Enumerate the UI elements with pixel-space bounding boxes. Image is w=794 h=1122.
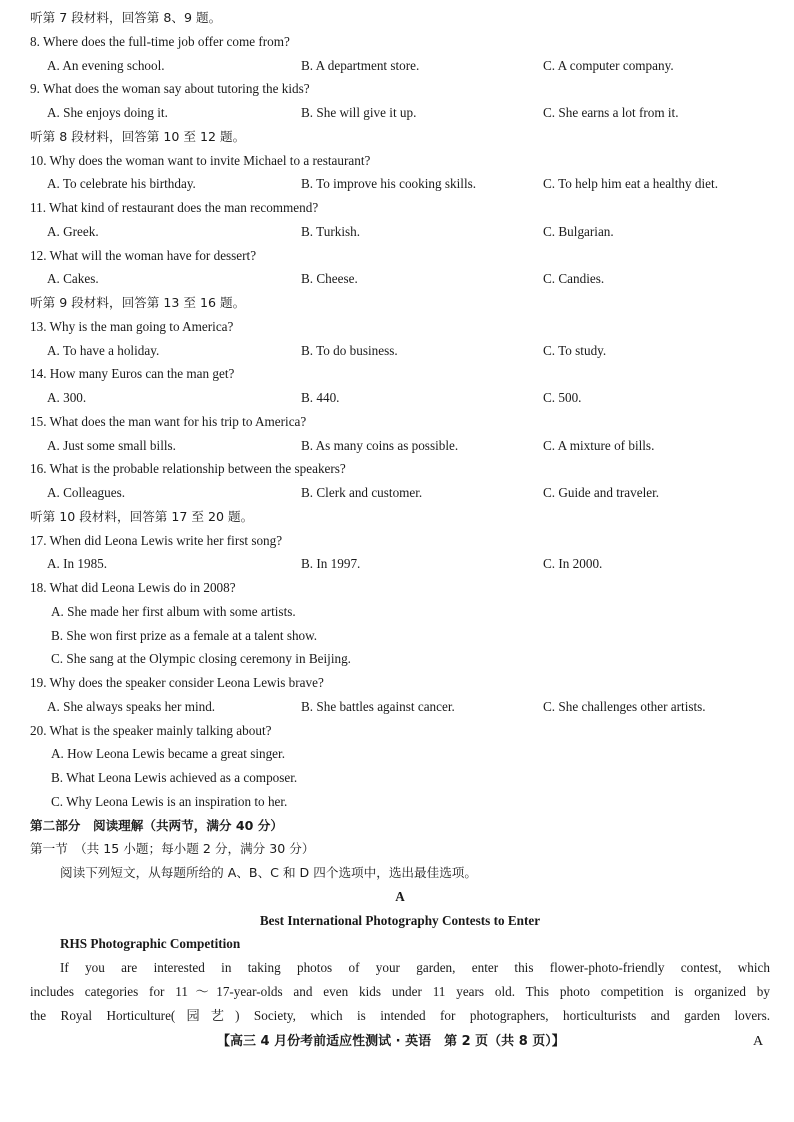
question-12-stem: 12. What will the woman have for dessert? [30, 247, 257, 263]
option-a: A. She always speaks her mind. [47, 698, 216, 714]
passage-title: Best International Photography Contests to Enter [259, 912, 541, 928]
option-c: C. Candies. [543, 271, 605, 287]
passage-paragraph-line-1: If you are interested in taking photos of your garden, enter this flower-photo-friendly contest, which [60, 960, 770, 975]
question-11-stem: 11. What kind of restaurant does the man recommend? [30, 200, 319, 215]
question-10-stem: 10. Why does the woman want to invite Michael to a restaurant? [30, 152, 371, 168]
question-8-stem: 8. Where does the full-time job offer come from? [30, 33, 290, 49]
footer-label: 【高三 4 月份考前适应性测试 · 英语 第 2 页（共 8 页）】 [217, 1034, 565, 1049]
question-15-stem: 15. What does the man want for his trip to America? [30, 413, 307, 429]
option-a: A. Just some small bills. [47, 437, 176, 453]
question-15-options [30, 434, 770, 458]
passage-paragraph-line-3: the Royal Horticulture(园艺) Society, which is intended for photographers, horticulturists and garden lovers. [30, 1007, 770, 1023]
option-a: A. Greek. [47, 223, 99, 239]
option-a: A. An evening school. [47, 57, 165, 73]
question-8-options [30, 54, 770, 78]
footer-version-mark: A [753, 1034, 764, 1049]
question-20-option-c: C. Why Leona Lewis is an inspiration to her. [51, 793, 288, 809]
option-b: B. A department store. [301, 57, 420, 73]
option-c: C. She earns a lot from it. [543, 105, 679, 120]
question-9-stem: 9. What does the woman say about tutoring the kids? [30, 81, 310, 97]
question-16-stem: 16. What is the probable relationship between the speakers? [30, 461, 346, 477]
question-19-options [30, 695, 770, 719]
option-a: A. Cakes. [47, 271, 99, 287]
question-13-stem: 13. Why is the man going to America? [30, 318, 234, 334]
question-11-options [30, 220, 770, 244]
option-b: B. She will give it up. [301, 105, 417, 120]
question-10-options [30, 172, 770, 196]
option-c: C. She challenges other artists. [543, 698, 706, 714]
option-b: B. To do business. [301, 342, 398, 358]
option-b: B. To improve his cooking skills. [301, 176, 477, 192]
option-b: B. Cheese. [301, 271, 358, 287]
option-b: B. Clerk and customer. [301, 485, 423, 500]
question-13-options [30, 339, 770, 363]
option-c: C. In 2000. [543, 556, 603, 572]
option-c: C. Bulgarian. [543, 223, 614, 239]
part2-title: 第二部分 阅读理解（共两节，满分 40 分） [30, 817, 283, 833]
option-b: B. 440. [301, 390, 340, 405]
option-c: C. 500. [543, 390, 582, 405]
question-20-option-a: A. How Leona Lewis became a great singer. [51, 746, 285, 762]
option-c: C. Guide and traveler. [543, 485, 660, 500]
option-b: B. In 1997. [301, 556, 361, 572]
question-14-stem: 14. How many Euros can the man get? [30, 366, 235, 382]
question-9-options [30, 101, 770, 125]
passage-paragraph-line-2: includes categories for 11～17-year-olds and even kids under 11 years old. This photo competition is organized by [30, 983, 770, 999]
question-18-option-c: C. She sang at the Olympic closing ceremony in Beijing. [51, 651, 351, 667]
question-18-option-a: A. She made her first album with some artists. [51, 603, 296, 619]
option-c: C. A computer company. [543, 57, 674, 73]
option-c: C. To help him eat a healthy diet. [543, 176, 718, 192]
question-18-stem: 18. What did Leona Lewis do in 2008? [30, 580, 236, 595]
option-a: A. In 1985. [47, 556, 108, 572]
section-heading-9: 听第 9 段材料，回答第 13 至 16 题。 [30, 295, 246, 310]
question-12-options [30, 267, 770, 291]
option-c: C. A mixture of bills. [543, 437, 655, 453]
question-19-stem: 19. Why does the speaker consider Leona Lewis brave? [30, 675, 324, 690]
page-footer [0, 1030, 794, 1054]
question-20-option-b: B. What Leona Lewis achieved as a composer. [51, 770, 298, 785]
question-17-options [30, 552, 770, 576]
option-b: B. She battles against cancer. [301, 698, 455, 714]
question-17-stem: 17. When did Leona Lewis write her first song? [30, 532, 283, 548]
exam-page [30, 6, 770, 1028]
part2-instruction: 阅读下列短文，从每题所给的 A、B、C 和 D 四个选项中，选出最佳选项。 [60, 865, 477, 880]
passage-letter: A [395, 888, 405, 904]
section-heading-10: 听第 10 段材料，回答第 17 至 20 题。 [30, 508, 254, 524]
question-18-option-b: B. She won first prize as a female at a talent show. [51, 627, 318, 643]
option-a: A. 300. [47, 390, 87, 405]
section-heading-8: 听第 8 段材料，回答第 10 至 12 题。 [30, 128, 246, 144]
section-heading-7: 听第 7 段材料，回答第 8、9 题。 [30, 10, 222, 25]
part2-section1-heading: 第一节 （共 15 小题；每小题 2 分，满分 30 分） [30, 841, 315, 857]
option-c: C. To study. [543, 342, 607, 358]
option-b: B. As many coins as possible. [301, 437, 459, 453]
question-16-options [30, 481, 770, 505]
option-a: A. To celebrate his birthday. [47, 176, 196, 192]
option-a: A. To have a holiday. [47, 342, 160, 358]
question-20-stem: 20. What is the speaker mainly talking about? [30, 722, 272, 738]
option-a: A. Colleagues. [47, 485, 126, 500]
question-14-options [30, 386, 770, 410]
option-a: A. She enjoys doing it. [47, 105, 168, 120]
passage-subheading: RHS Photographic Competition [60, 936, 241, 952]
option-b: B. Turkish. [301, 223, 361, 239]
